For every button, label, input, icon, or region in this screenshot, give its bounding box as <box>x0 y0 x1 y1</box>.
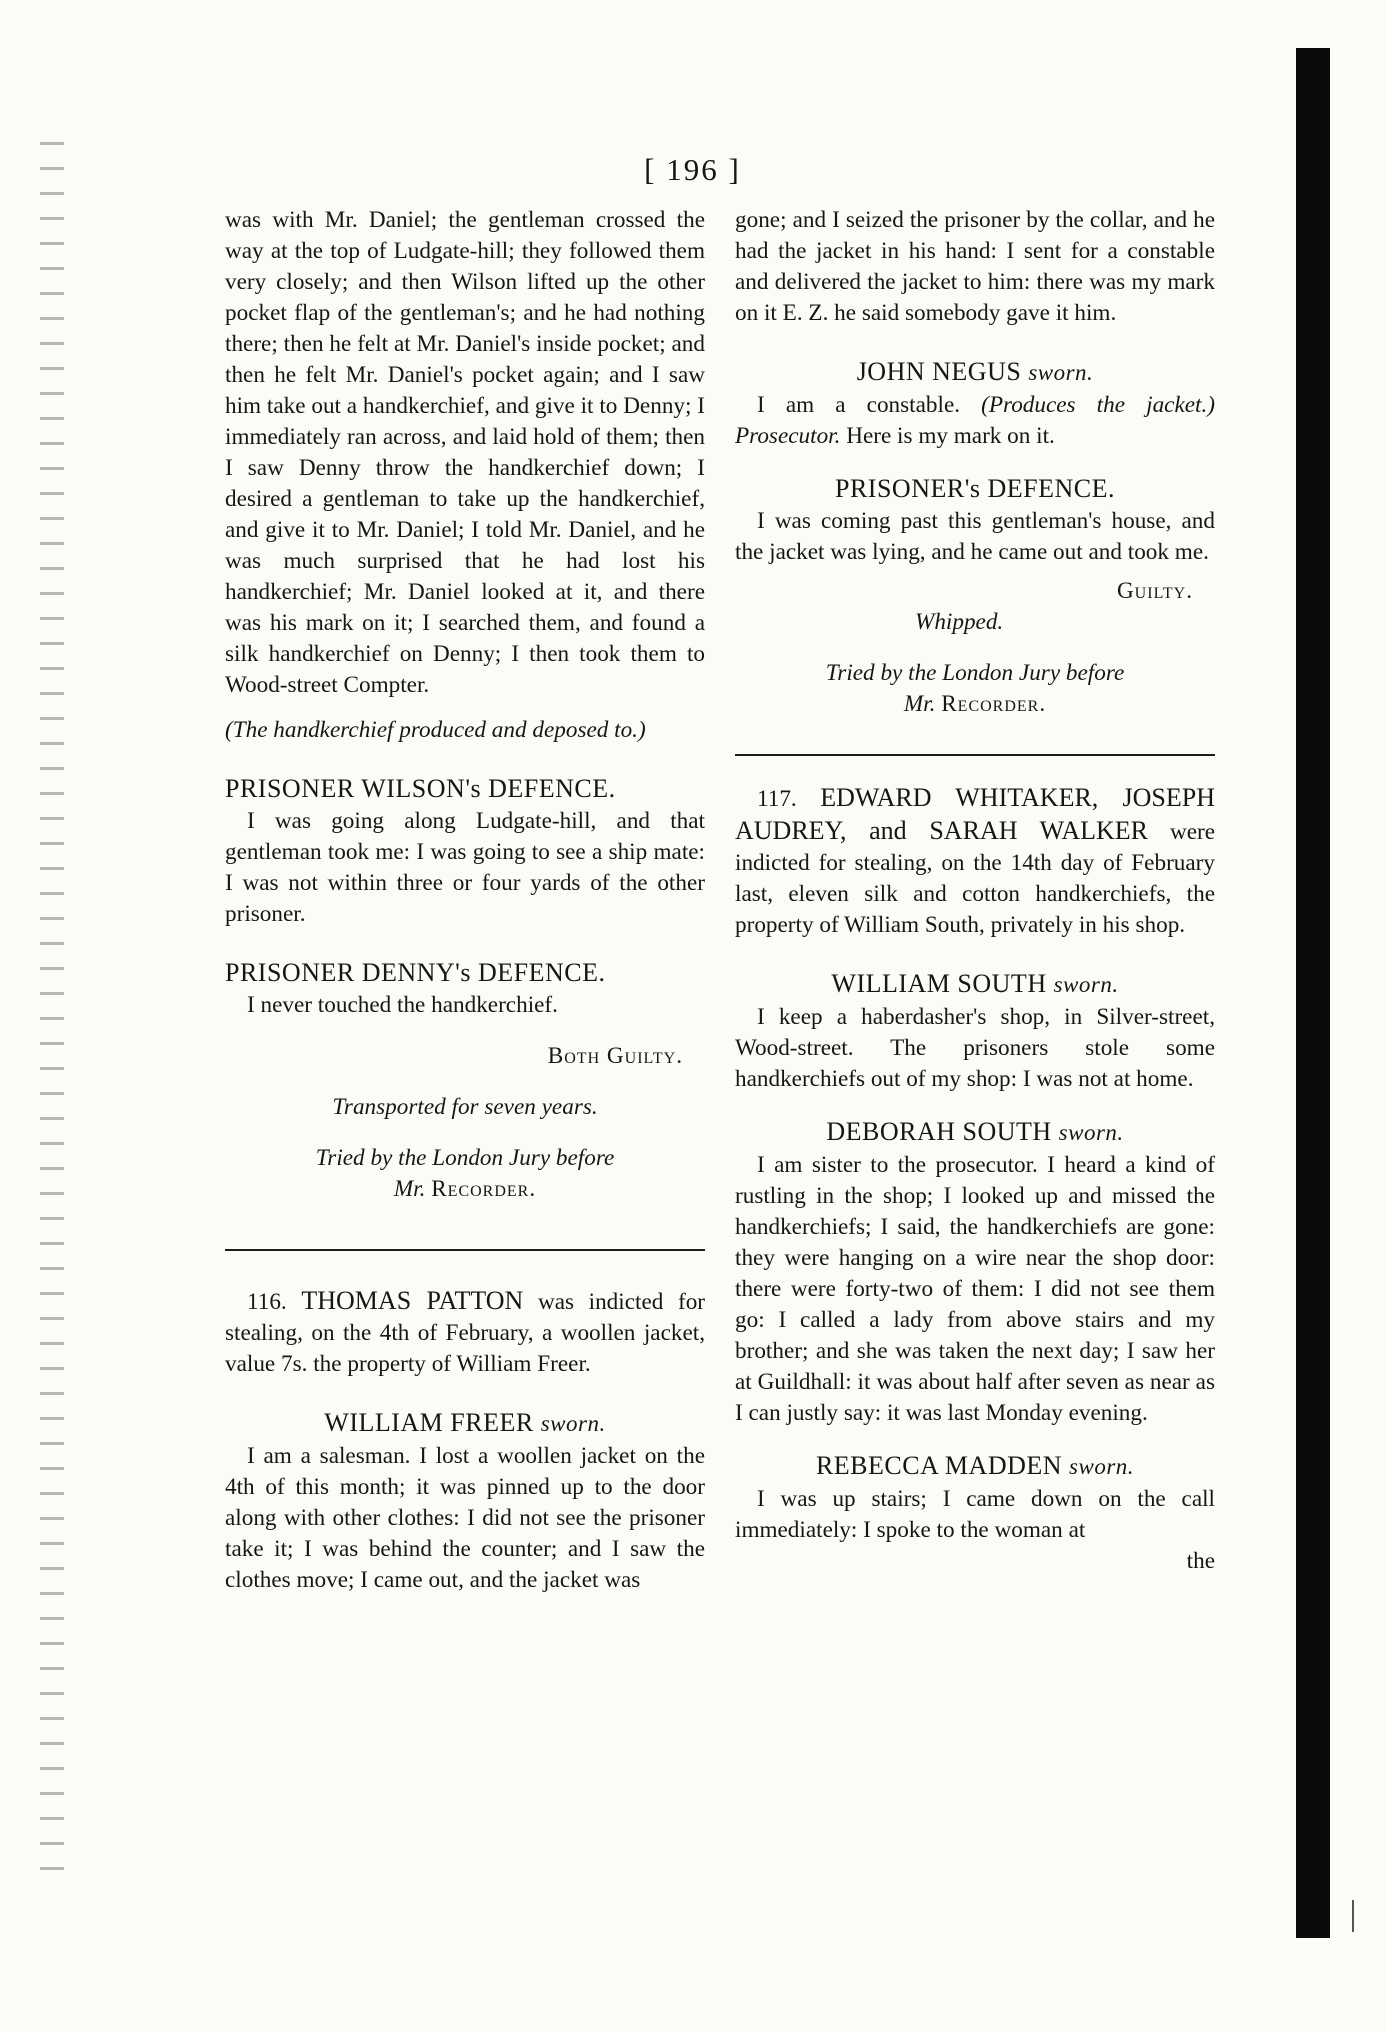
tried-line: Tried by the London Jury before <box>315 1145 615 1171</box>
case-defendants: EDWARD WHITAKER, JOSEPH AUDREY, and SARAH WALKER <box>735 783 1216 845</box>
edge-tick <box>1352 1900 1354 1932</box>
witness-testimony: I am a salesman. I lost a woollen jacket on the 4th of this month; it was pinned up to the door along with other clothes: I did not see the prisoner take it; I was behind the counter; and I saw the clothes move; I came out, and the jacket was <box>225 1443 705 1593</box>
binding-shadow <box>40 120 64 1880</box>
witness-heading <box>225 1406 705 1441</box>
sentence-right: Whipped. <box>915 609 1004 635</box>
case-number-right: 117. <box>757 786 797 812</box>
page-edge-bar <box>1296 48 1330 1938</box>
defence-heading: PRISONER's DEFENCE. <box>835 474 1115 503</box>
tried-mr-right: Mr. <box>903 691 936 717</box>
case-defendant: THOMAS PATTON <box>301 1286 524 1315</box>
deborah-sworn: sworn. <box>1058 1120 1124 1145</box>
madden-testimony: I was up stairs; I came down on the call immediately: I spoke to the woman at <box>735 1486 1215 1543</box>
verdict: Both Guilty. <box>547 1043 683 1069</box>
case-number: 116. <box>247 1289 287 1315</box>
left-column <box>225 205 705 1596</box>
right-column <box>735 205 1215 1577</box>
tried-by <box>225 1174 705 1205</box>
negus-produces: (Produces the jacket.) <box>981 392 1215 418</box>
deborah-heading <box>735 1115 1215 1150</box>
deborah-testimony: I am sister to the prosecutor. I heard a kind of rustling in the shop; I looked up and missed the handkerchiefs; I said, the handkerchiefs are gone: they were hanging on a wire near the shop door: there were forty-two of them: I did not see them go: I called a lady from above stairs and my brother; and she was taken the next day; I saw her at Guildhall: it was about half after seven as near as I can justly say: it was last Monday evening. <box>735 1152 1215 1426</box>
south-sworn: sworn. <box>1053 972 1119 997</box>
wilson-defence-text: I was going along Ludgate-hill, and that gentleman took me: I was going to see a ship mate: I was not within three or four yards of the other prisoner. <box>225 808 705 927</box>
tried-by-right <box>735 689 1215 720</box>
wilson-defence-heading: PRISONER WILSON's DEFENCE. <box>225 774 616 803</box>
prosecutor-text: Here is my mark on it. <box>846 423 1055 449</box>
prosecutor-label: Prosecutor. <box>735 423 841 449</box>
exhibit-note: (The handkerchief produced and deposed to.) <box>225 717 646 743</box>
defence-text: I was coming past this gentleman's house, and the jacket was lying, and he came out and took me. <box>735 508 1215 565</box>
negus-heading <box>735 355 1215 390</box>
continued-testimony: was with Mr. Daniel; the gentleman crossed the way at the top of Ludgate-hill; they followed them very closely; and then Wilson lifted up the other pocket flap of the gentleman's; and he had nothing there; then he felt at Mr. Daniel's inside pocket; and then he felt Mr. Daniel's pocket again; and I saw him take out a handkerchief, and give it to Denny; I immediately ran across, and laid hold of them; then I saw Denny throw the handkerchief down; I desired a gentleman to take up the handkerchief, and give it to Mr. Daniel; I told Mr. Daniel, and he was much surprised that he had lost his handkerchief; Mr. Daniel looked at it, and there was his mark on it; I searched them, and found a silk handkerchief on Denny; I then took them to Wood-street Compter. <box>225 207 705 698</box>
denny-defence-text: I never touched the handkerchief. <box>247 992 558 1018</box>
negus-name: JOHN NEGUS <box>856 357 1022 386</box>
case-indictment-right: were indicted for stealing, on the 14th day of February last, eleven silk and cotton handkerchiefs, the property of William South, privately in his shop. <box>735 819 1216 938</box>
south-testimony: I keep a haberdasher's shop, in Silver-street, Wood-street. The prisoners stole some handkerchiefs out of my shop: I was not at home. <box>735 1004 1215 1092</box>
case-indictment: was indicted for stealing, on the 4th of February, a woollen jacket, value 7s. the property of William Freer. <box>225 1289 706 1377</box>
negus-testimony <box>735 390 1215 452</box>
denny-defence-heading: PRISONER DENNY's DEFENCE. <box>225 958 606 987</box>
catchword: the <box>1186 1548 1215 1574</box>
tried-recorder-right: Recorder. <box>941 691 1047 717</box>
south-heading <box>735 967 1215 1002</box>
verdict-right: Guilty. <box>1116 578 1193 604</box>
continued-testimony-right: gone; and I seized the prisoner by the collar, and he had the jacket in his hand: I sent for a constable and delivered the jacket to him: there was my mark on it E. Z. he said somebody gave it him. <box>735 207 1215 326</box>
negus-text: I am a constable. <box>757 392 961 418</box>
witness-sworn: sworn. <box>540 1411 606 1436</box>
tried-line-right: Tried by the London Jury before <box>825 660 1125 686</box>
tried-recorder: Recorder. <box>431 1176 537 1202</box>
deborah-name: DEBORAH SOUTH <box>826 1117 1052 1146</box>
south-name: WILLIAM SOUTH <box>831 969 1047 998</box>
witness-name: WILLIAM FREER <box>324 1408 534 1437</box>
madden-sworn: sworn. <box>1069 1454 1135 1479</box>
case-116 <box>225 1285 705 1380</box>
madden-heading <box>735 1449 1215 1484</box>
case-117 <box>735 782 1215 941</box>
tried-mr: Mr. <box>393 1176 426 1202</box>
page-number: [ 196 ] <box>644 152 741 187</box>
negus-sworn: sworn. <box>1028 360 1094 385</box>
madden-name: REBECCA MADDEN <box>815 1451 1063 1480</box>
sentence: Transported for seven years. <box>332 1094 598 1120</box>
